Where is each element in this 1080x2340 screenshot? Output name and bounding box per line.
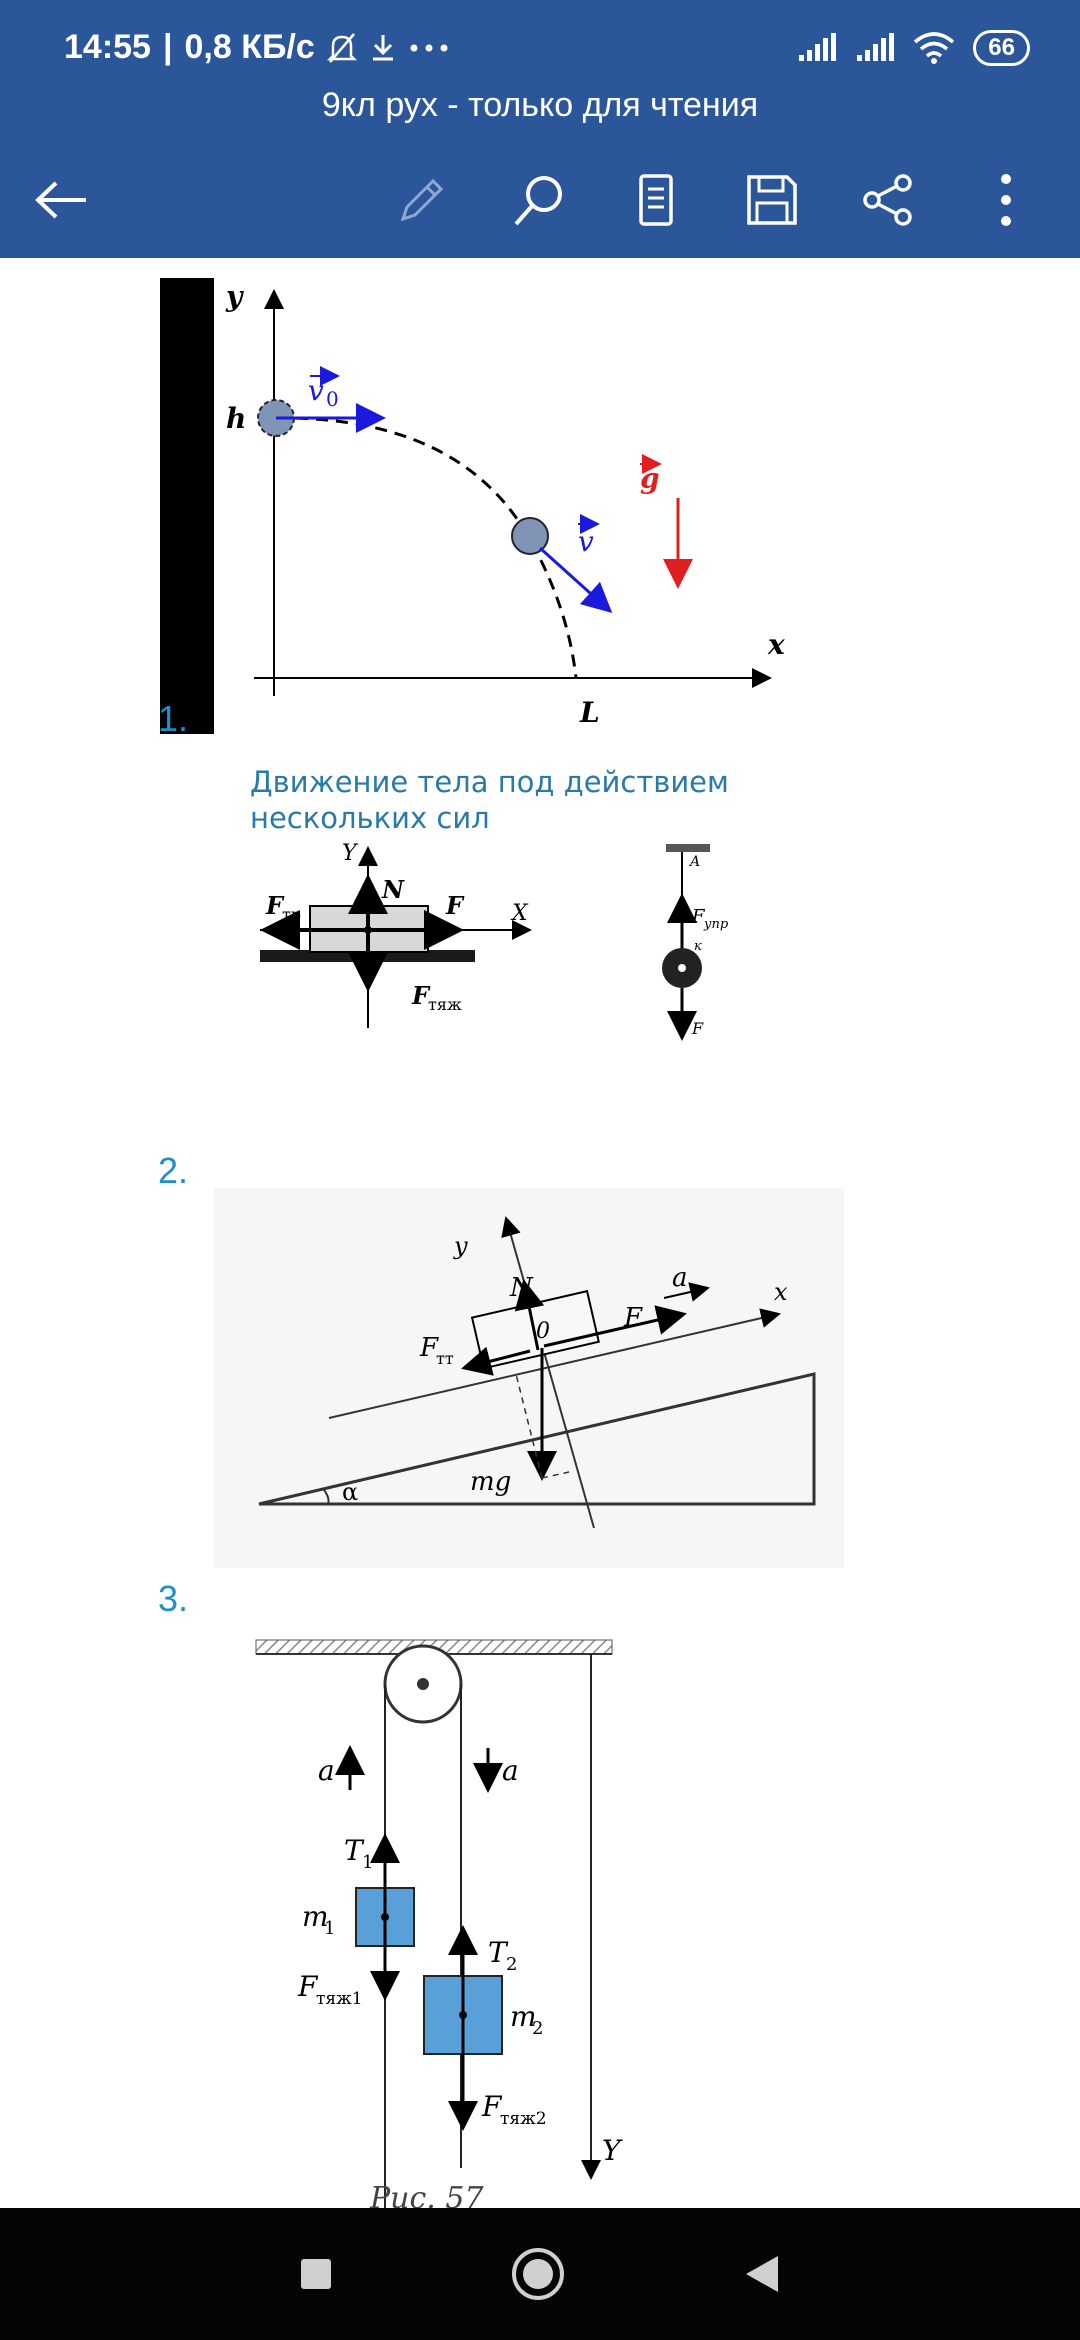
battery-indicator: 66 <box>973 30 1030 66</box>
label-Ftr-sub: тт <box>436 1349 454 1368</box>
share-icon <box>861 173 915 227</box>
figure-number-1: 1. <box>158 698 189 739</box>
label-g: g <box>640 462 660 495</box>
home-circle-icon <box>510 2246 566 2302</box>
more-dots-icon <box>409 43 449 53</box>
save-icon <box>746 174 798 226</box>
label-y: y <box>226 280 243 313</box>
document-title: 9кл рух - только для чтения <box>321 86 759 124</box>
edit-pencil-icon <box>395 173 449 227</box>
label-F: F <box>624 1303 643 1333</box>
label-mg: mg <box>470 1467 512 1497</box>
status-right <box>797 30 1030 66</box>
label-Ftyazh-sub: тяж <box>428 995 462 1014</box>
recents-button[interactable] <box>286 2244 346 2304</box>
forces-heading-line-1: Движение тела под действием <box>250 765 729 799</box>
label-Ftyazh1: F <box>298 1970 318 2003</box>
save-button[interactable] <box>732 160 812 240</box>
label-m1-sub: 1 <box>324 1918 336 1939</box>
forces-heading-line-2: нескольких сил <box>250 801 490 835</box>
label-Fupr: F <box>692 906 705 927</box>
label-Ftyazh2: F <box>482 2090 502 2123</box>
label-v0: v <box>308 374 324 407</box>
label-A: A <box>690 854 701 870</box>
signal-icon <box>855 33 895 63</box>
reading-mode-icon <box>636 173 676 227</box>
search-icon <box>512 172 568 228</box>
label-Ftr: F <box>266 891 284 920</box>
label-L: L <box>580 696 600 729</box>
wifi-icon <box>913 32 955 64</box>
label-K: к <box>694 939 702 954</box>
label-m2-sub: 2 <box>532 2018 544 2039</box>
label-Fupr-sub: упр <box>704 917 729 932</box>
label-T2-sub: 2 <box>506 1954 518 1975</box>
status-bar <box>0 0 1080 96</box>
status-left: 14:55 | 0,8 КБ/с <box>64 28 449 67</box>
label-h: h <box>226 402 247 435</box>
label-X: X <box>512 901 528 926</box>
search-button[interactable] <box>500 160 580 240</box>
figure-number-2: 2. <box>158 1150 189 1191</box>
label-F-bottom: F <box>692 1019 704 1038</box>
reading-mode-button[interactable] <box>616 160 696 240</box>
back-triangle-icon <box>744 2254 780 2294</box>
figure-projectile-motion <box>158 276 798 746</box>
recents-square-icon <box>300 2258 332 2290</box>
overflow-menu-icon <box>998 173 1014 227</box>
toolbar <box>0 160 1080 250</box>
label-Y: Y <box>602 2134 621 2167</box>
figure-caption: Рис. 57 <box>370 2181 484 2208</box>
label-x: x <box>768 628 785 661</box>
share-button[interactable] <box>848 160 928 240</box>
label-Y: Y <box>342 841 357 866</box>
home-button[interactable] <box>508 2244 568 2304</box>
forces-heading <box>250 764 729 836</box>
label-Ftr: F <box>420 1333 439 1363</box>
document-page[interactable] <box>0 258 1080 2208</box>
label-y: y <box>454 1232 468 1260</box>
label-T2: T <box>488 1936 507 1969</box>
label-F: F <box>446 891 464 920</box>
back-nav-button[interactable] <box>732 2244 792 2304</box>
label-T1-sub: 1 <box>362 1852 374 1873</box>
status-time: 14:55 <box>64 28 151 66</box>
label-x: x <box>774 1278 788 1306</box>
black-bar <box>160 278 214 734</box>
label-Ftyazh2-sub: тяж2 <box>500 2109 547 2129</box>
app-bar <box>0 0 1080 258</box>
mute-bell-icon <box>327 32 357 64</box>
back-arrow-icon <box>34 180 90 220</box>
label-N: N <box>510 1273 533 1303</box>
back-button[interactable] <box>22 160 102 240</box>
label-alpha: α <box>342 1478 359 1506</box>
label-T1: T <box>344 1834 363 1867</box>
download-icon <box>369 32 397 64</box>
signal-icon <box>797 33 837 63</box>
label-v0-sub: 0 <box>326 387 339 411</box>
label-Ftyazh1-sub: тяж1 <box>316 1989 363 2009</box>
label-O: 0 <box>536 1319 550 1344</box>
status-net-speed: 0,8 КБ/с <box>184 28 315 66</box>
label-N: N <box>382 875 404 904</box>
figure-inclined-plane <box>214 1188 844 1568</box>
navigation-bar <box>0 2208 1080 2340</box>
label-a-left: a <box>318 1754 335 1787</box>
label-m2: m <box>510 2000 537 2033</box>
figure-forces <box>250 838 770 1078</box>
overflow-menu-button[interactable] <box>966 160 1046 240</box>
label-a: a <box>672 1263 688 1293</box>
label-Ftr-sub: тр <box>282 905 302 924</box>
label-a-right: a <box>502 1754 519 1787</box>
label-v: v <box>578 525 594 558</box>
figure-pulley <box>210 1628 640 2208</box>
label-m1: m <box>302 1900 329 1933</box>
figure-number-3: 3. <box>158 1578 189 1619</box>
edit-button[interactable] <box>382 160 462 240</box>
label-Ftyazh: F <box>412 981 430 1010</box>
